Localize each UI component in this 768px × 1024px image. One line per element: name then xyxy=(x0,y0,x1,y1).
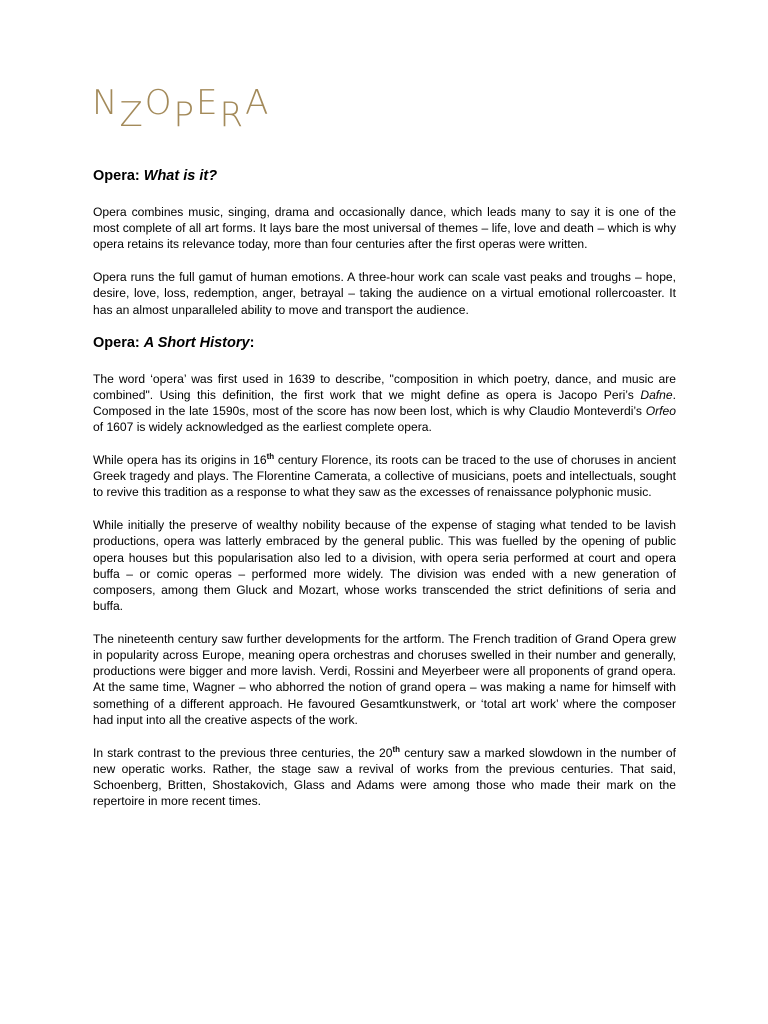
heading-italic: What is it? xyxy=(143,168,218,184)
document-body xyxy=(93,166,676,809)
text-run: The word ‘opera’ was first used in 1639 to describe, "composition in which poetry, dance, and music are combined". Using this definition, the first work that we might define as opera is Jacopo Peri’s xyxy=(93,371,676,402)
text-run: While opera has its origins in 16 xyxy=(93,453,267,468)
text-run: century saw a marked slowdown in the number of new operatic works. Rather, the stage saw a revival of works from the previous centuries. That said, Schoenberg, Britten, Shostakovich, Glass and Adams were among those who made their mark on the repertoire in more recent times. xyxy=(93,745,676,809)
text-run: of 1607 is widely acknowledged as the earliest complete opera. xyxy=(93,420,432,435)
section-heading-what-is-it xyxy=(93,166,676,186)
logo-letter: O xyxy=(144,83,172,123)
paragraph xyxy=(93,452,676,501)
logo-letter: Z xyxy=(119,95,143,135)
nzopera-logo xyxy=(92,83,269,135)
paragraph: Opera runs the full gamut of human emotions. A three-hour work can scale vast peaks and troughs – hope, desire, love, loss, redemption, anger, betrayal – taking the audience on a virtual emotional rollercoaster. It has an almost unparalleled ability to move and transport the audience. xyxy=(93,270,676,317)
superscript: th xyxy=(392,744,401,754)
paragraph: The nineteenth century saw further developments for the artform. The French tradition of Grand Opera grew in popularity across Europe, meaning opera orchestras and choruses swelled in their number and generally, productions were bigger and more lavish. Verdi, Rossini and Meyerbeer were all proponents of grand opera. At the same time, Wagner – who abhorred the notion of grand opera – was making a name for himself with something of a different approach. He favoured Gesamtkunstwerk, or ‘total art work’ where the composer had input into all the creative aspects of the work. xyxy=(93,631,676,727)
italic-title: Orfeo xyxy=(645,404,676,419)
paragraph xyxy=(93,371,676,436)
text-run: century Florence, its roots can be traced to the use of choruses in ancient Greek tragedy and plays. The Florentine Camerata, a collective of musicians, poets and intellectuals, sought to revive this tradition as a response to what they saw as the excesses of renaissance polyphonic music. xyxy=(93,453,676,500)
logo-letter: P xyxy=(173,95,195,135)
paragraph xyxy=(93,745,676,810)
text-run: . Composed in the late 1590s, most of the score has now been lost, which is why Claudio Monteverdi’s xyxy=(93,387,676,419)
heading-suffix: : xyxy=(249,334,255,351)
logo-letter: N xyxy=(92,83,118,123)
heading-prefix: Opera: xyxy=(93,168,144,184)
heading-prefix: Opera: xyxy=(93,334,144,351)
paragraph: Opera combines music, singing, drama and occasionally dance, which leads many to say it is one of the most complete of all art forms. It lays bare the most universal of themes – life, love and death – which is why opera retains its relevance today, more than four centuries after the first operas were written. xyxy=(93,205,676,252)
paragraph: While initially the preserve of wealthy nobility because of the expense of staging what tended to be lavish productions, opera was latterly embraced by the general public. This was fuelled by the opening of public opera houses but this popularisation also led to a division, with opera seria performed at court and opera buffa – or comic operas – performed more widely. The division was ended with a new generation of composers, among them Gluck and Mozart, whose works transcended the strict definitions of seria and buffa. xyxy=(93,518,676,614)
logo-letter: E xyxy=(196,83,218,123)
heading-italic: A Short History xyxy=(143,334,250,351)
text-run: In stark contrast to the previous three centuries, the 20 xyxy=(93,745,393,760)
superscript: th xyxy=(266,452,275,461)
italic-title: Dafne xyxy=(640,387,673,402)
logo-letter: R xyxy=(219,95,244,135)
logo-letter: A xyxy=(245,83,269,123)
section-heading-short-history xyxy=(93,333,676,353)
